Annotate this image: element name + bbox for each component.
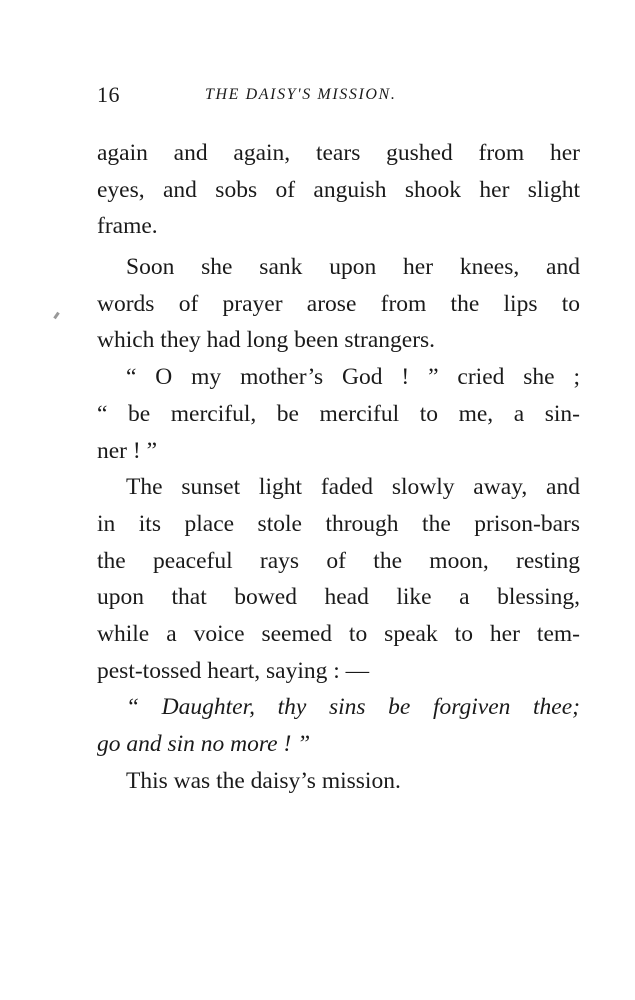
text-line: the peaceful rays of the moon, resting (97, 547, 580, 574)
text-line: ner ! ” (97, 437, 158, 464)
text-line: words of prayer arose from the lips to (97, 290, 580, 317)
text-line: which they had long been strangers. (97, 327, 436, 354)
text-line: eyes, and sobs of anguish shook her slight (97, 176, 580, 203)
body-text (97, 135, 580, 799)
text-line: in its place stole through the prison-bars (97, 510, 580, 537)
text-line: This was the daisy’s mission. (126, 767, 401, 794)
text-line: “ O my mother’s God ! ” cried she ; (126, 364, 580, 391)
page-number: 16 (97, 82, 120, 107)
text-line: frame. (97, 213, 158, 240)
text-line: Soon she sank upon her knees, and (126, 254, 580, 281)
text-line: The sunset light faded slowly away, and (126, 474, 580, 501)
text-line: “ be merciful, be merciful to me, a sin- (97, 400, 580, 427)
text-line: upon that bowed head like a blessing, (97, 584, 580, 611)
text-line: pest-tossed heart, saying : — (97, 657, 370, 684)
text-line: again and again, tears gushed from her (97, 140, 580, 166)
text-line: go and sin no more ! ” (97, 731, 311, 757)
text-line: while a voice seemed to speak to her tem- (97, 620, 580, 647)
running-title: THE DAISY'S MISSION. (205, 86, 397, 103)
page-header (97, 82, 577, 112)
text-line: “ Daughter, thy sins be forgiven thee; (126, 694, 580, 721)
print-speck (53, 312, 59, 319)
